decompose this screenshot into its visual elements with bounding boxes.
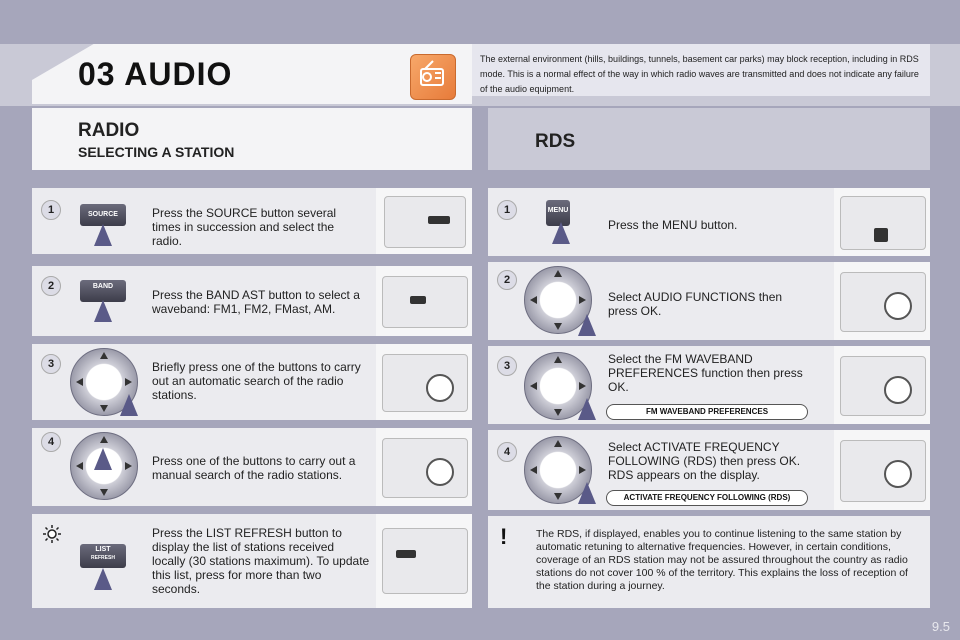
radio-unit-image bbox=[384, 196, 466, 248]
radio-step-1-text: Press the SOURCE button several times in succession and select the radio. bbox=[152, 206, 337, 248]
rds-step-3-text: Select the FM WAVEBAND PREFERENCES function then press OK. bbox=[608, 352, 803, 394]
list-refresh-button bbox=[80, 544, 126, 568]
highlighted-button bbox=[396, 550, 416, 558]
rds-step-2-illustration bbox=[834, 262, 930, 340]
activate-frequency-following-label: ACTIVATE FREQUENCY FOLLOWING (RDS) bbox=[606, 490, 808, 506]
press-arrow-icon bbox=[94, 568, 112, 590]
rds-warning-text: The RDS, if displayed, enables you to continue listening to the same station by automatic retuning to alternative frequencies. However, in certain conditions, coverage of an RDS station may not be assured throughout the country as radio stations do not cover 100 % of the territory. This explains the loss of reception of the station during a journey. bbox=[536, 528, 908, 592]
highlighted-button bbox=[410, 296, 426, 304]
list-button-label: LIST bbox=[95, 546, 111, 553]
radio-step-2-text: Press the BAND AST button to select a waveband: FM1, FM2, FMast, AM. bbox=[152, 288, 360, 316]
step-number-badge: 3 bbox=[41, 354, 61, 374]
highlighted-button bbox=[874, 228, 888, 242]
step-number-badge: 4 bbox=[41, 432, 61, 452]
rds-step-1-text: Press the MENU button. bbox=[608, 218, 738, 232]
step-number-badge: 4 bbox=[497, 442, 517, 462]
radio-step-1-illustration bbox=[376, 188, 472, 254]
rds-title: RDS bbox=[535, 131, 576, 152]
radio-unit-image bbox=[840, 272, 926, 332]
audio-icon bbox=[410, 54, 456, 100]
radio-step-list-illustration bbox=[376, 514, 472, 608]
radio-unit-image bbox=[840, 440, 926, 502]
radio-step-3-illustration bbox=[376, 344, 472, 420]
reception-note: The external environment (hills, buildings, tunnels, basement car parks) may block reception, including in RDS mode. This is a normal effect of the way in which radio waves are transmitted and does not indicate any failure of the audio equipment. bbox=[480, 54, 919, 94]
press-arrow-icon bbox=[578, 482, 596, 504]
step-number-badge: 1 bbox=[497, 200, 517, 220]
press-arrow-icon bbox=[578, 398, 596, 420]
radio-unit-image bbox=[382, 528, 468, 594]
radio-step-4-text: Press one of the buttons to carry out a manual search of the radio stations. bbox=[152, 454, 356, 482]
radio-unit-image bbox=[382, 354, 468, 412]
menu-button: MENU bbox=[546, 200, 570, 226]
step-number-badge: 1 bbox=[41, 200, 61, 220]
press-arrow-icon bbox=[578, 314, 596, 336]
fm-waveband-preferences-label: FM WAVEBAND PREFERENCES bbox=[606, 404, 808, 420]
press-arrow-icon bbox=[94, 224, 112, 246]
rds-step-4-illustration bbox=[834, 430, 930, 510]
dial-image bbox=[884, 292, 912, 320]
tip-light-icon bbox=[42, 524, 62, 544]
radio-unit-image bbox=[840, 356, 926, 416]
refresh-button-label: REFRESH bbox=[91, 555, 115, 561]
warning-icon: ! bbox=[500, 524, 508, 549]
dial-image bbox=[426, 458, 454, 486]
dial-image bbox=[426, 374, 454, 402]
radio-subtitle: SELECTING A STATION bbox=[78, 144, 235, 160]
highlighted-button bbox=[428, 216, 450, 224]
radio-step-list-text: Press the LIST REFRESH button to display the list of stations received locally (30 stations maximum). To update this list, press for more than two seconds. bbox=[152, 526, 370, 596]
step-number-badge: 2 bbox=[497, 270, 517, 290]
radio-step-4-illustration bbox=[376, 428, 472, 506]
page-title: 03 AUDIO bbox=[78, 56, 233, 92]
source-button: SOURCE bbox=[80, 204, 126, 226]
radio-unit-image bbox=[382, 438, 468, 498]
rds-step-3-illustration bbox=[834, 346, 930, 424]
rds-step-2-text: Select AUDIO FUNCTIONS then press OK. bbox=[608, 290, 783, 318]
band-button: BAND bbox=[80, 280, 126, 302]
press-arrow-icon bbox=[94, 448, 112, 470]
rds-step-4-text: Select ACTIVATE FREQUENCY FOLLOWING (RDS) then press OK. RDS appears on the display. bbox=[608, 440, 801, 482]
radio-step-3-text: Briefly press one of the buttons to carry out an automatic search of the radio stations. bbox=[152, 360, 361, 402]
dial-image bbox=[884, 376, 912, 404]
press-arrow-icon bbox=[120, 394, 138, 416]
press-arrow-icon bbox=[552, 222, 570, 244]
step-number-badge: 2 bbox=[41, 276, 61, 296]
radio-title: RADIO bbox=[78, 120, 140, 141]
radio-step-2-illustration bbox=[376, 266, 472, 336]
page-number: 9.5 bbox=[931, 619, 950, 634]
dial-image bbox=[884, 460, 912, 488]
step-number-badge: 3 bbox=[497, 356, 517, 376]
rds-step-1-illustration bbox=[834, 188, 930, 256]
press-arrow-icon bbox=[94, 300, 112, 322]
